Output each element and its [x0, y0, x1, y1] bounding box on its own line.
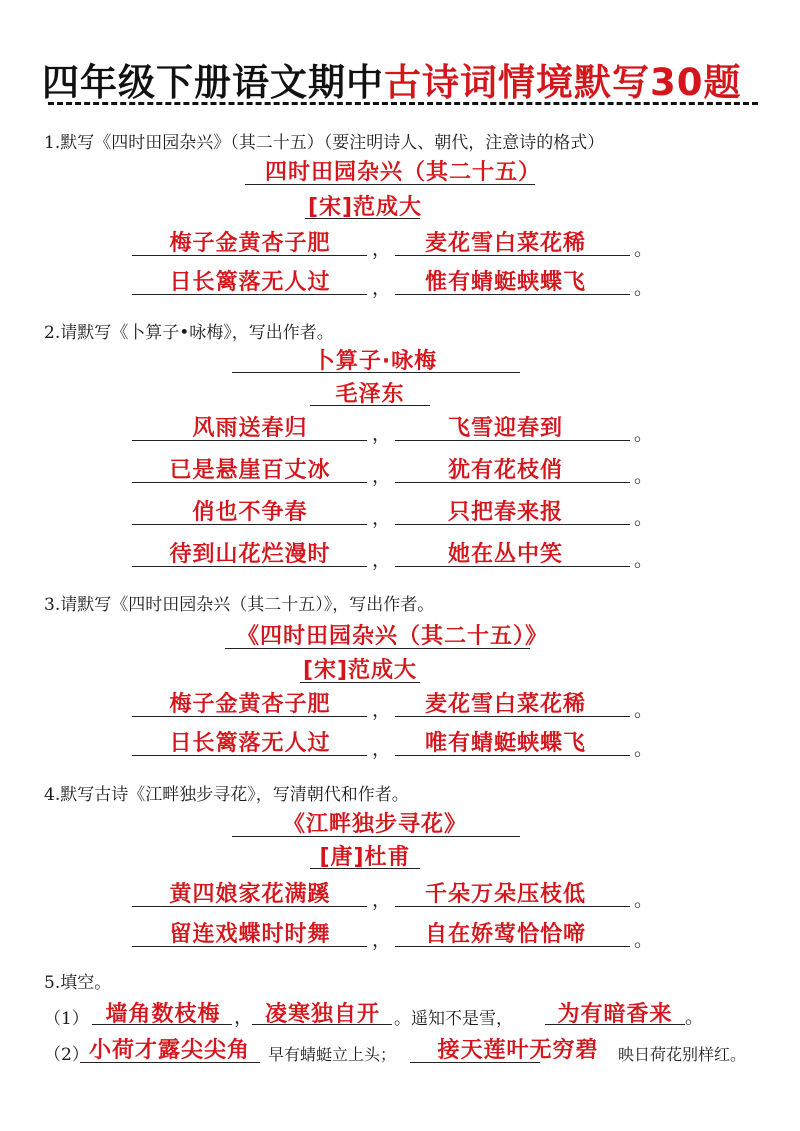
comma: ，	[372, 238, 392, 260]
q2-line-3a: 俏也不争春	[192, 500, 308, 525]
q2-line-1a: 风雨送春归	[192, 416, 308, 441]
q5-item-1-end: 。	[685, 1006, 705, 1028]
q2-author: 毛泽东	[335, 382, 405, 407]
q5-item-1-answer-2: 凌寒独自开	[264, 1002, 380, 1027]
period: 。	[634, 929, 654, 951]
question-4-prompt: 4.默写古诗《江畔独步寻花》，写清朝代和作者。	[44, 785, 409, 805]
q2-poem-title: 卜算子·咏梅	[312, 349, 438, 374]
q5-item-2-answer-1: 小荷才露尖尖角	[88, 1038, 250, 1063]
q4-line-1b: 千朵万朵压枝低	[424, 882, 586, 907]
q2-line-3b: 只把春来报	[447, 500, 563, 525]
comma: ，	[372, 889, 392, 911]
q2-line-2b: 犹有花枝俏	[447, 458, 563, 483]
q3-author: [宋]范成大	[302, 658, 418, 683]
period: 。	[634, 277, 654, 299]
q5-item-1-answer-1: 墙角数枝梅	[105, 1002, 221, 1027]
period: 。	[634, 549, 654, 571]
comma: ，	[372, 738, 392, 760]
period: 。	[634, 423, 654, 445]
comma: ，	[372, 699, 392, 721]
q3-line-2b: 唯有蜻蜓蛱蝶飞	[424, 731, 586, 756]
q1-line-2a: 日长篱落无人过	[169, 270, 331, 295]
q3-poem-title: 《四时田园杂兴（其二十五）》	[236, 624, 548, 649]
q1-author: [宋]范成大	[307, 195, 423, 220]
title-divider	[48, 102, 758, 105]
period: 。	[634, 465, 654, 487]
period: 。	[634, 699, 654, 721]
q4-author: [唐]杜甫	[319, 845, 411, 870]
q5-item-1-number: （1）	[44, 1009, 89, 1029]
q5-item-2-answer-2: 接天莲叶无穷碧	[437, 1038, 599, 1063]
q2-line-2a: 已是悬崖百丈冰	[169, 458, 331, 483]
comma: ，	[372, 465, 392, 487]
q2-line-1b: 飞雪迎春到	[447, 416, 563, 441]
question-3-prompt: 3.请默写《四时田园杂兴（其二十五）》，写出作者。	[44, 595, 435, 615]
q5-item-2-text-2: 映日荷花别样红。	[618, 1045, 747, 1064]
comma: ，	[372, 423, 392, 445]
q3-line-1a: 梅子金黄杏子肥	[169, 692, 331, 717]
q3-line-1b: 麦花雪白菜花稀	[424, 692, 586, 717]
q5-item-2-text-1: 早有蜻蜓立上头；	[268, 1045, 397, 1064]
q2-line-4a: 待到山花烂漫时	[169, 542, 331, 567]
q4-poem-title: 《江畔独步寻花》	[282, 812, 467, 837]
question-1-prompt: 1.默写《四时田园杂兴》（其二十五）（要注明诗人、朝代，注意诗的格式）	[44, 133, 605, 153]
q5-item-2-number: （2）	[44, 1045, 89, 1065]
q3-line-2a: 日长篱落无人过	[169, 731, 331, 756]
comma: ，	[372, 507, 392, 529]
q1-line-1a: 梅子金黄杏子肥	[169, 231, 331, 256]
q4-line-2b: 自在娇莺恰恰啼	[424, 922, 586, 947]
period: 。	[634, 889, 654, 911]
q4-line-1a: 黄四娘家花满蹊	[169, 882, 331, 907]
period: 。	[634, 738, 654, 760]
q1-line-1b: 麦花雪白菜花稀	[424, 231, 586, 256]
page-title	[42, 52, 742, 106]
title-red-part: 古诗词情境默写30题	[384, 61, 742, 104]
comma: ，	[372, 277, 392, 299]
question-2-prompt: 2.请默写《卜算子•咏梅》，写出作者。	[44, 323, 334, 343]
q5-item-1-answer-3: 为有暗香来	[557, 1002, 673, 1027]
q2-line-4b: 她在丛中笑	[447, 542, 563, 567]
comma: ，	[372, 929, 392, 951]
question-5-prompt: 5.填空。	[44, 973, 112, 993]
comma: ，	[372, 549, 392, 571]
comma: ，	[234, 1006, 254, 1028]
period: 。	[634, 507, 654, 529]
title-black-part: 四年级下册语文期中	[42, 61, 384, 104]
q4-line-2a: 留连戏蝶时时舞	[169, 922, 331, 947]
q1-poem-title: 四时田园杂兴（其二十五）	[264, 160, 541, 185]
q5-item-1-text: 。遥知不是雪，	[394, 1009, 513, 1029]
period: 。	[634, 238, 654, 260]
q1-line-2b: 惟有蜻蜓蛱蝶飞	[424, 270, 586, 295]
